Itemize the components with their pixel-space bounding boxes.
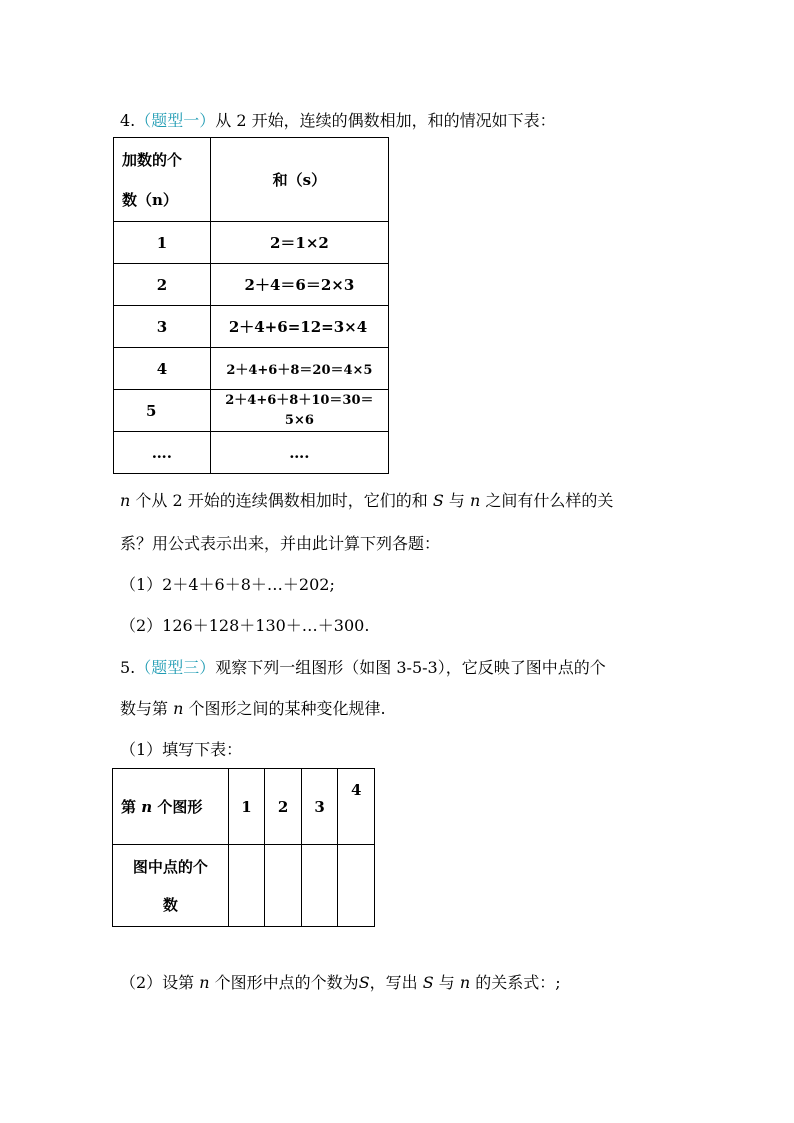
q5-tag: （题型三）	[135, 658, 216, 677]
q4-paragraph-line2: 系？用公式表示出来，并由此计算下列各题：	[120, 534, 441, 553]
var-n: n	[141, 798, 153, 816]
q4-cell-s: 2＝1×2	[210, 222, 388, 264]
q4-cell-n: 5	[114, 390, 211, 432]
q4-table	[113, 137, 389, 474]
q5-row-label-text: 个图形	[152, 798, 203, 816]
q5-text: （2）设第	[120, 973, 200, 992]
q4-number: 4.	[120, 111, 136, 130]
var-n: n	[470, 491, 481, 510]
q4-para-text: 与	[443, 491, 470, 510]
var-n: n	[120, 491, 131, 510]
q5-row-label-text: 第	[121, 798, 142, 816]
var-s: S	[358, 973, 370, 992]
q4-cell-s	[210, 390, 388, 432]
q4-cell-s: 2＋4＝6＝2×3	[210, 264, 388, 306]
q4-cell-s-line2: 5×6	[284, 412, 314, 428]
q4-header-left	[114, 138, 211, 222]
q5-subquestion-2	[120, 970, 561, 993]
q5-text: 的关系式：;	[470, 973, 561, 992]
q5-text: ，写出	[369, 973, 423, 992]
q4-cell-s: 2＋4+6=12=3×4	[210, 306, 388, 348]
q4-cell-s: 2＋4+6＋8＝20＝4×5	[210, 348, 388, 390]
q4-cell-s: ….	[210, 432, 388, 474]
q4-header-left-line2: 数（n）	[122, 190, 178, 209]
q5-heading	[120, 655, 606, 678]
q5-col-header: 2	[265, 769, 302, 845]
q5-row-label	[113, 845, 229, 927]
q4-heading	[120, 108, 556, 131]
q4-cell-n: ….	[114, 432, 211, 474]
q5-col-header: 4	[338, 769, 375, 845]
var-s: S	[422, 973, 434, 992]
q5-number: 5.	[120, 658, 136, 677]
q4-tag: （题型一）	[135, 111, 216, 130]
q4-paragraph-line1	[120, 488, 613, 511]
q4-para-text: 个从 2 开始的连续偶数相加时，它们的和	[130, 491, 433, 510]
q5-table	[112, 768, 375, 927]
q4-intro: 从 2 开始，连续的偶数相加，和的情况如下表：	[215, 111, 556, 130]
q5-row-label-line1: 图中点的个	[132, 857, 208, 876]
q5-col-header: 3	[301, 769, 338, 845]
q4-cell-n: 2	[114, 264, 211, 306]
q4-cell-n: 4	[114, 348, 211, 390]
q5-intro-line2	[120, 696, 386, 719]
q4-header-left-line1: 加数的个	[122, 150, 183, 169]
q5-row-label	[113, 769, 229, 845]
q5-text: 个图形中点的个数为	[209, 973, 359, 992]
var-n: n	[199, 973, 210, 992]
q5-text: 个图形之间的某种变化规律.	[183, 699, 386, 718]
q5-answer-cell[interactable]	[265, 845, 302, 927]
q5-text: 数与第	[120, 699, 174, 718]
q4-cell-n: 3	[114, 306, 211, 348]
q5-intro: 观察下列一组图形（如图 3-5-3），它反映了图中点的个	[215, 658, 606, 677]
q4-subquestion-2: （2）126＋128＋130＋…＋300.	[120, 616, 370, 635]
q5-answer-cell[interactable]	[301, 845, 338, 927]
q5-row-label-line2: 数	[162, 895, 178, 914]
q5-answer-cell[interactable]	[228, 845, 265, 927]
var-n: n	[459, 973, 471, 992]
q5-col-header: 1	[228, 769, 265, 845]
q4-header-right: 和（s）	[210, 138, 388, 222]
q4-para-text: 之间有什么样的关	[480, 491, 614, 510]
var-s: S	[432, 491, 444, 510]
q4-subquestion-1: （1）2＋4＋6＋8＋…＋202;	[120, 575, 335, 594]
var-n: n	[173, 699, 184, 718]
q4-cell-n: 1	[114, 222, 211, 264]
q5-answer-cell[interactable]	[338, 845, 375, 927]
q5-text: 与	[433, 973, 460, 992]
q5-subquestion-1: （1）填写下表：	[120, 740, 243, 759]
q4-cell-s-line1: 2＋4+6＋8＋10＝30＝	[225, 392, 374, 408]
